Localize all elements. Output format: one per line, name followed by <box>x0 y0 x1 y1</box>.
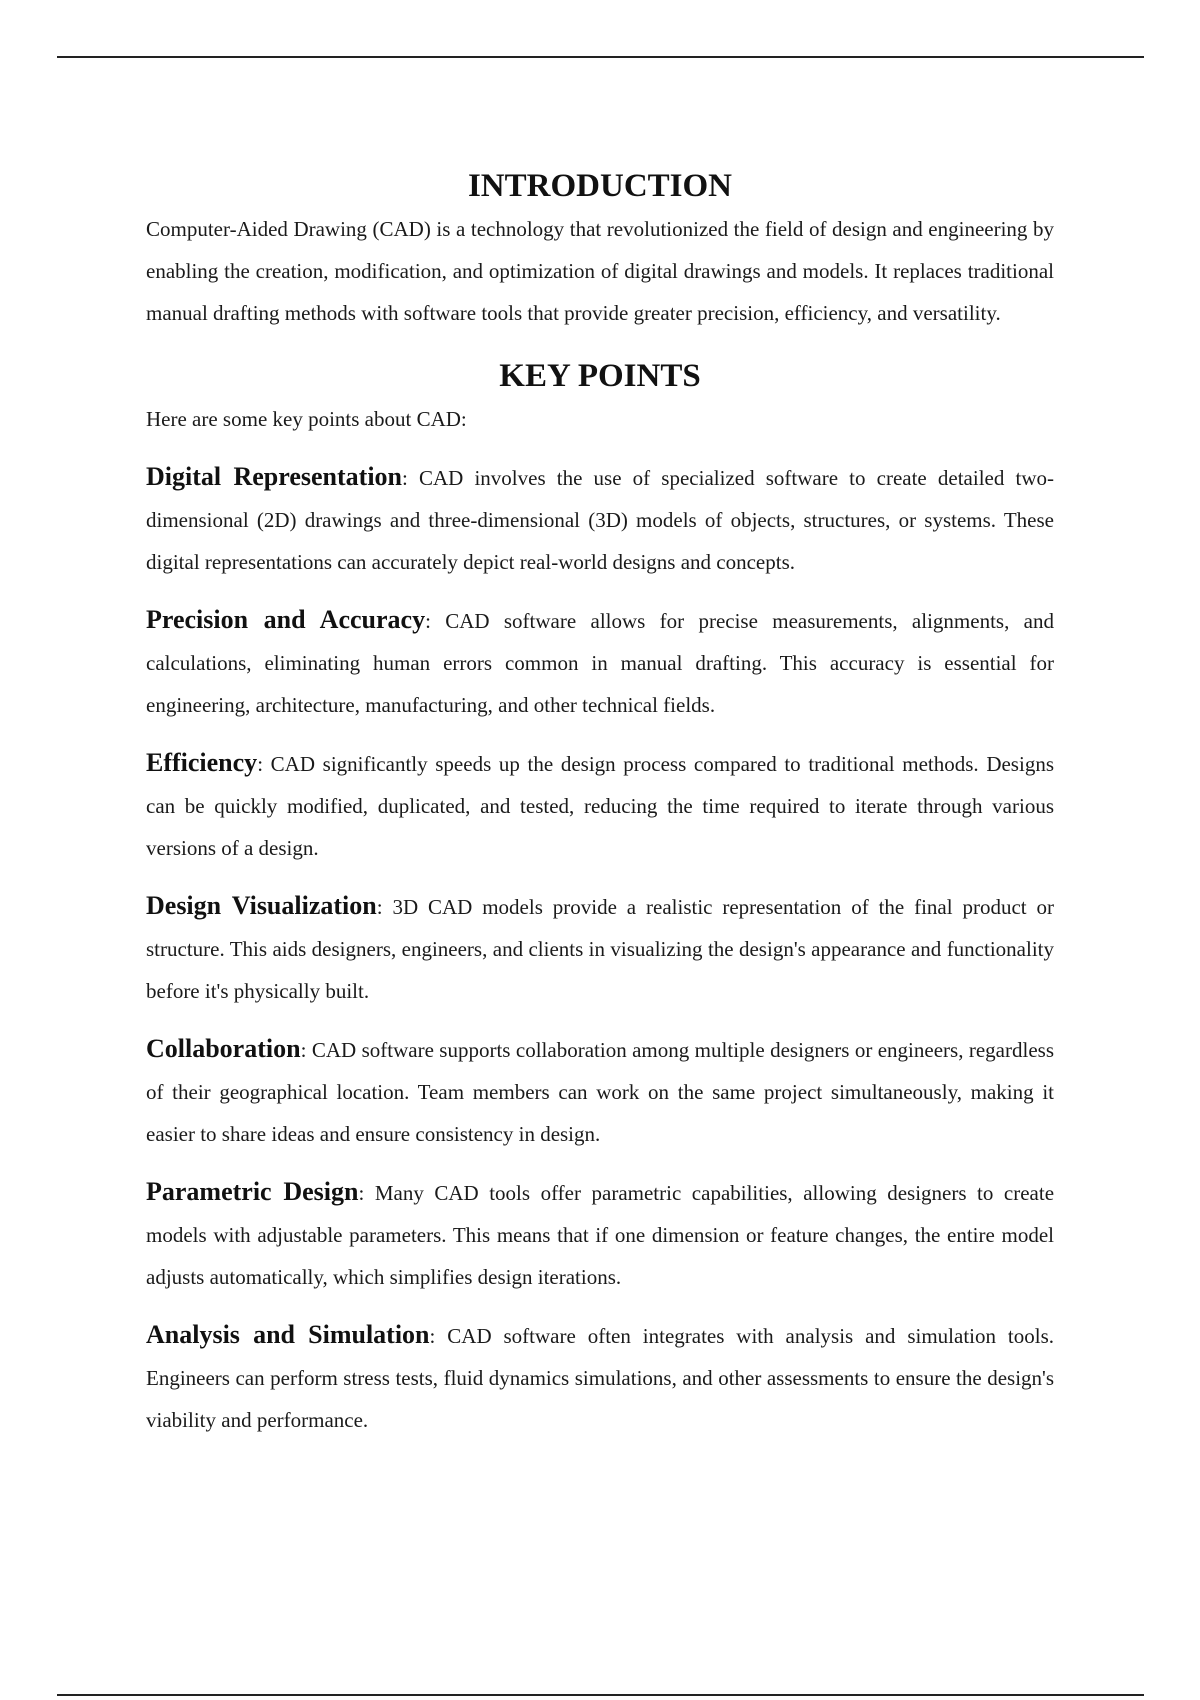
key-point-digital-representation <box>146 456 1054 583</box>
top-rule <box>57 56 1144 58</box>
key-point-term: Design Visualization <box>146 891 377 920</box>
key-point-text: : CAD software allows for precise measurements, alignments, and calculations, eliminating human errors common in manual drafting. This accuracy is essential for engineering, architecture, manufacturing, and other technical fields. <box>146 609 1054 717</box>
key-point-term: Precision and Accuracy <box>146 605 426 634</box>
key-point-term: Analysis and Simulation <box>146 1320 430 1349</box>
key-point-term: Collaboration <box>146 1034 301 1063</box>
key-point-text: : CAD significantly speeds up the design process compared to traditional methods. Designs can be quickly modified, duplicated, and tested, reducing the time required to iterate through various versions of a design. <box>146 752 1054 860</box>
key-point-analysis-simulation <box>146 1314 1054 1441</box>
key-point-term: Efficiency <box>146 748 258 777</box>
key-point-text: : CAD software often integrates with analysis and simulation tools. Engineers can perform stress tests, fluid dynamics simulations, and other assessments to ensure the design's viability and performance. <box>146 1324 1054 1432</box>
key-point-text: : 3D CAD models provide a realistic representation of the final product or structure. This aids designers, engineers, and clients in visualizing the design's appearance and functionality before it's physically built. <box>146 895 1055 1003</box>
introduction-heading: INTRODUCTION <box>467 168 733 204</box>
key-point-text: : CAD software supports collaboration among multiple designers or engineers, regardless of their geographical location. Team members can work on the same project simultaneously, making it easier to share ideas and ensure consistency in design. <box>146 1038 1054 1146</box>
key-point-efficiency <box>146 742 1054 869</box>
document-content <box>146 166 1054 1457</box>
key-point-text: : Many CAD tools offer parametric capabilities, allowing designers to create models with adjustable parameters. This means that if one dimension or feature changes, the entire model adjusts automatically, which simplifies design iterations. <box>146 1181 1055 1289</box>
introduction-paragraph: Computer-Aided Drawing (CAD) is a technology that revolutionized the field of design and engineering by enabling the creation, modification, and optimization of digital drawings and models. It replaces traditional manual drafting methods with software tools that provide greater precision, efficiency, and versatility. <box>146 217 1054 325</box>
key-point-collaboration <box>146 1028 1054 1155</box>
key-point-term: Parametric Design <box>146 1177 359 1206</box>
key-point-text: : CAD involves the use of specialized software to create detailed two-dimensional (2D) drawings and three-dimensional (3D) models of objects, structures, or systems. These digital representations can accurately depict real-world designs and concepts. <box>146 466 1054 574</box>
key-points-lead: Here are some key points about CAD: <box>146 407 467 431</box>
key-points-heading: KEY POINTS <box>499 358 701 394</box>
key-point-term: Digital Representation <box>146 462 402 491</box>
key-point-precision-accuracy <box>146 599 1054 726</box>
bottom-rule <box>57 1694 1144 1696</box>
key-point-parametric-design <box>146 1171 1054 1298</box>
key-point-design-visualization <box>146 885 1054 1012</box>
